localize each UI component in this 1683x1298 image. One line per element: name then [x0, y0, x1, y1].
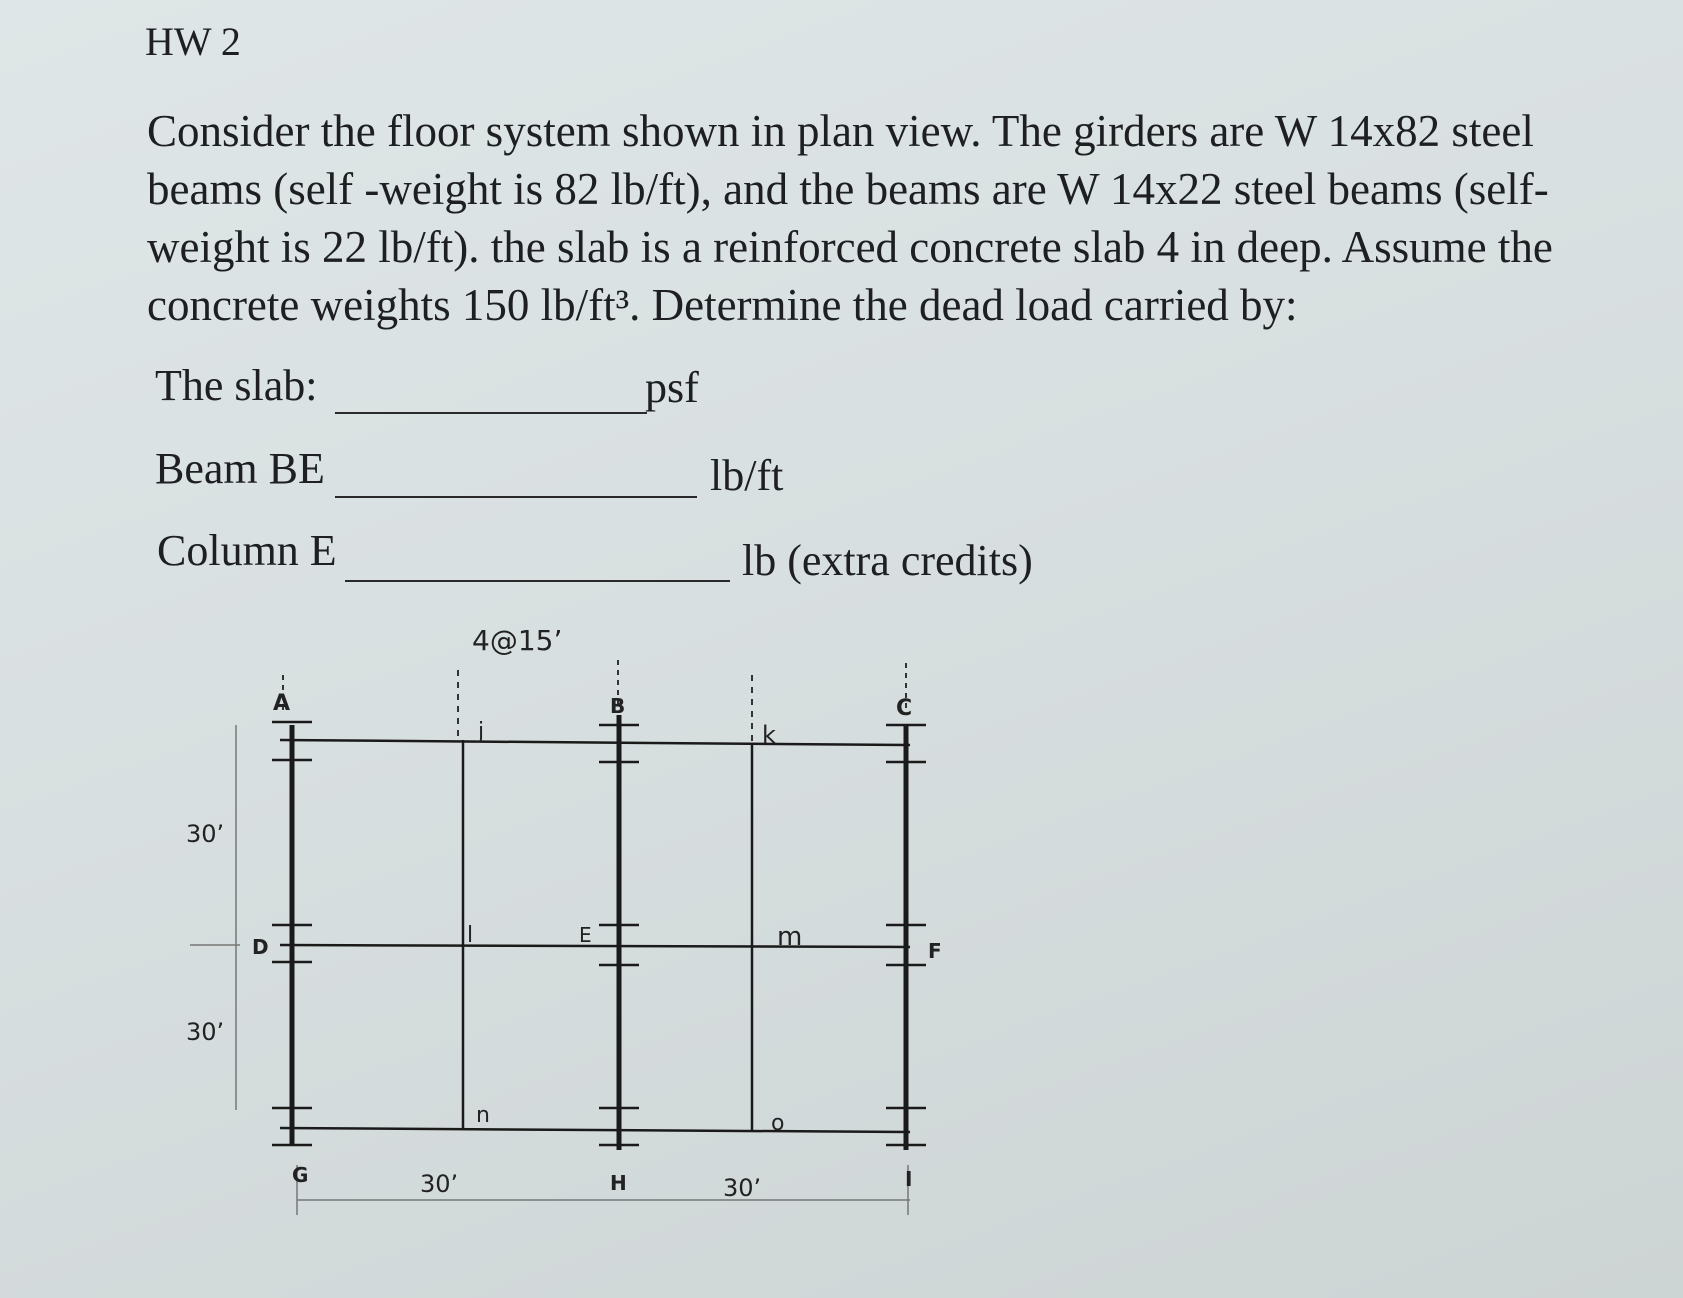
point-a-label: A [273, 691, 291, 716]
bay-label-left: 30’ [186, 820, 225, 848]
point-b-label: B [610, 694, 626, 718]
point-g-label: G [292, 1163, 309, 1187]
column-marks [272, 722, 926, 1145]
point-f-label: F [928, 939, 942, 963]
point-o-label: o [771, 1111, 785, 1136]
column-e-answer-unit: lb (extra credits) [742, 536, 1033, 585]
point-m-label: m [777, 922, 803, 952]
point-d-label: D [252, 935, 269, 959]
beam-ghi [280, 1128, 910, 1132]
beam-be-answer-label: Beam BE [155, 444, 325, 493]
beam-be-answer-unit: lb/ft [710, 451, 784, 500]
slab-answer-unit: psf [645, 363, 699, 412]
point-i-label: I [905, 1167, 913, 1191]
point-n-label: n [476, 1103, 490, 1128]
column-e-answer-label: Column E [157, 526, 337, 575]
problem-statement: Consider the floor system shown in plan view. The girders are W 14x82 steel beams (self -weight is 82 lb/ft), and the beams are W 14x22 steel beams (self-weight is 22 lb/ft). the slab is a reinforced concrete slab 4 in deep. Assume the concrete weights 150 lb/ft³. Determine the dead load carried by: [147, 106, 1553, 330]
point-c-label: C [896, 696, 913, 721]
point-l-label: l [467, 923, 474, 948]
point-h-label: H [610, 1171, 627, 1195]
slab-answer-label: The slab: [155, 361, 318, 410]
point-k-label: k [762, 721, 776, 749]
span-label-top: 30’ [420, 1170, 459, 1198]
point-e-label: E [579, 923, 592, 947]
beam-abc [280, 740, 910, 745]
spacing-label: 4@15’ [472, 624, 563, 657]
page-title: HW 2 [145, 19, 241, 64]
bay-label-right: 30’ [186, 1018, 225, 1046]
point-j-label: j [478, 719, 485, 744]
span-label-bottom: 30’ [723, 1174, 762, 1202]
beam-def [280, 945, 910, 947]
